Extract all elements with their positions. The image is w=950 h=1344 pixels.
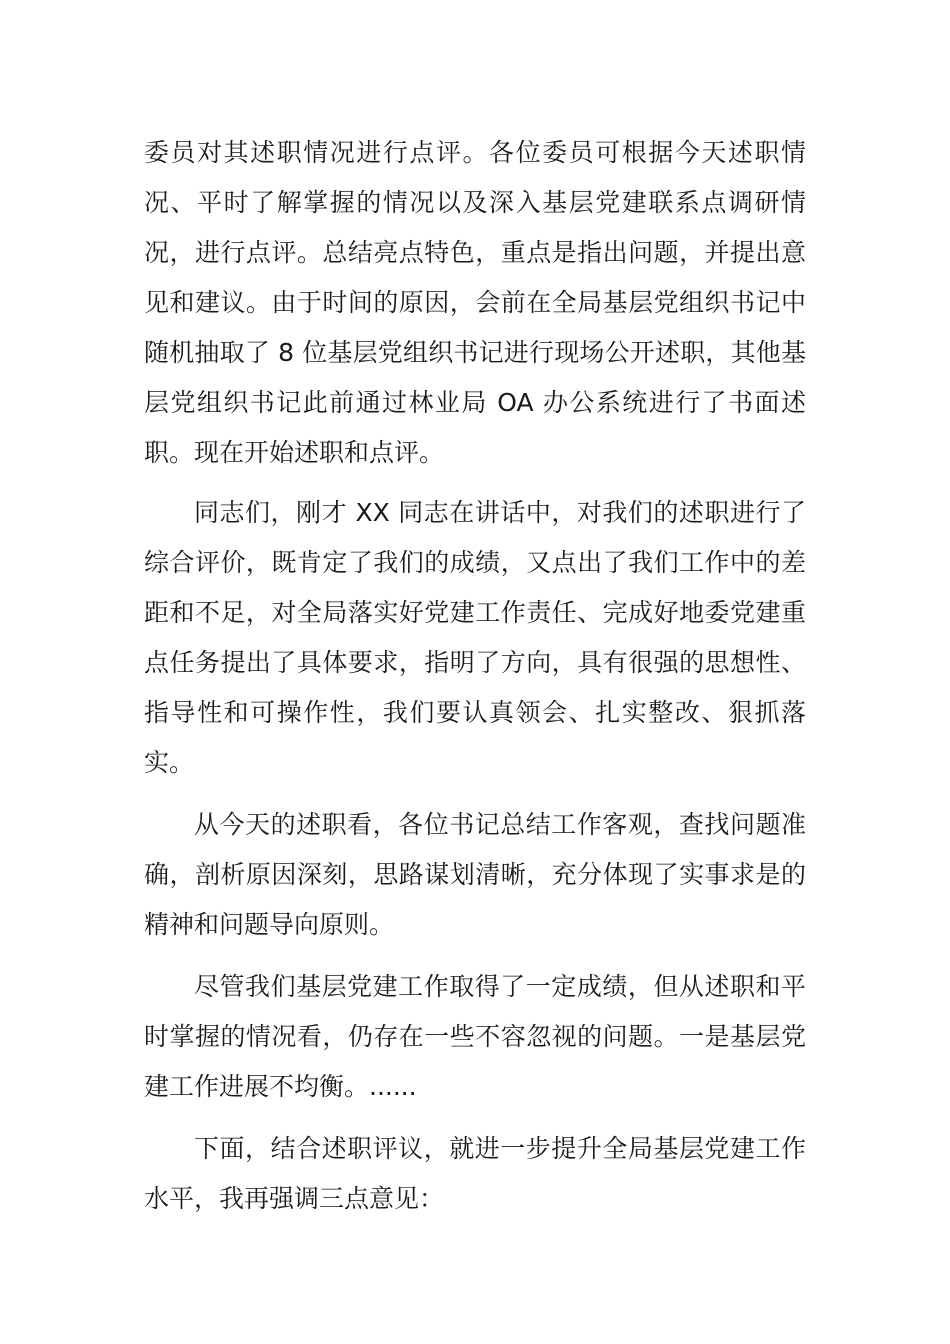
paragraph-assessment: 从今天的述职看，各位书记总结工作客观，查找问题准确，剖析原因深刻，思路谋划清晰，充分体现了实事求是的精神和问题导向原则。 [144,810,806,939]
paragraph-comrades: 同志们，刚才 XX 同志在讲话中，对我们的述职进行了综合评价，既肯定了我们的成绩，又点出了我们工作中的差距和不足，对全局落实好党建工作责任、完成好地委党建重点任务提出了具体要求，指明了方向，具有很强的思想性、指导性和可操作性，我们要认真领会、扎实整改、狠抓落实。 [144,498,806,777]
paragraph-opinions-intro: 下面，结合述职评议，就进一步提升全局基层党建工作水平，我再强调三点意见： [144,1134,806,1213]
paragraph-problems: 尽管我们基层党建工作取得了一定成绩，但从述职和平时掌握的情况看，仍存在一些不容忽视的问题。一是基层党建工作进展不均衡。...... [144,972,806,1101]
document-body [144,128,806,1236]
paragraph-continuation: 委员对其述职情况进行点评。各位委员可根据今天述职情况、平时了解掌握的情况以及深入基层党建联系点调研情况，进行点评。总结亮点特色，重点是指出问题，并提出意见和建议。由于时间的原因，会前在全局基层党组织书记中随机抽取了 8 位基层党组织书记进行现场公开述职，其他基层党组织书记此前通过林业局 OA 办公系统进行了书面述职。现在开始述职和点评。 [144,138,806,467]
